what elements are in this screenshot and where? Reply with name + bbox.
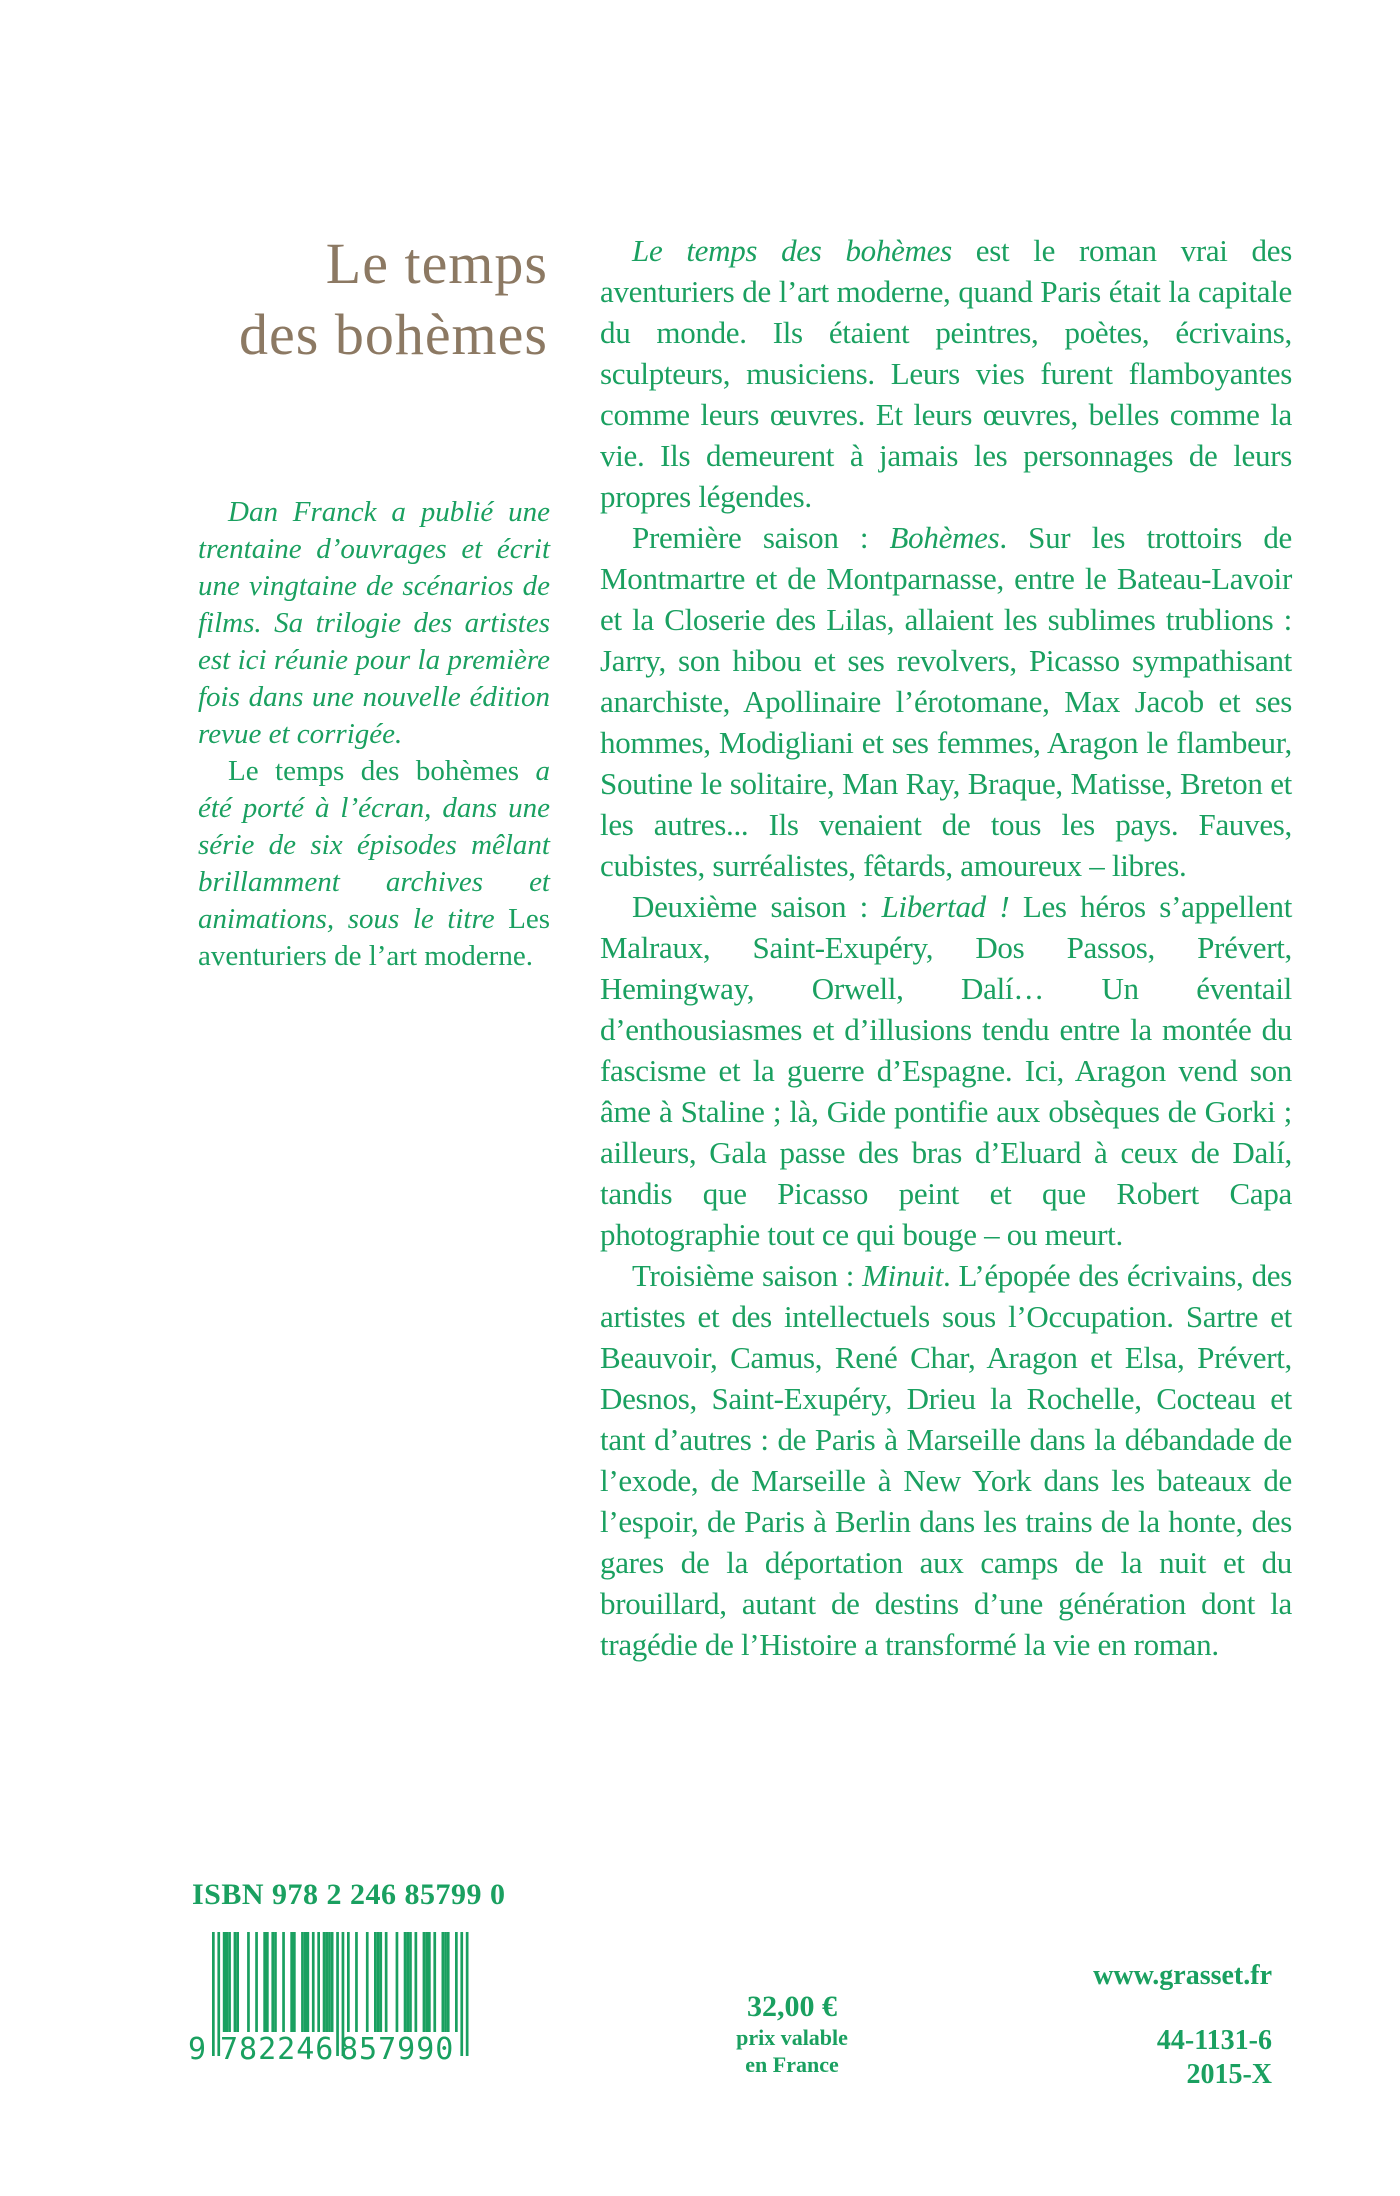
text-run: Bohèmes <box>889 520 1000 555</box>
book-title <box>28 228 548 370</box>
book-title-line-1: Le temps <box>325 231 548 296</box>
text-run: Les héros s’appellent Malraux, Saint-Exupéry, Dos Passos, Prévert, Hemingway, Orwell, Dalí… Un éventail d’enthousiasmes et d’illusions tendu entre la montée du fascisme et la guerre d’Espagne. Ici, Aragon vend son âme à Staline ; là, Gide pontifie aux obsèques de Gorki ; ailleurs, Gala passe des bras d’Eluard à ceux de Dalí, tandis que Picasso peint et que Robert Capa photographie tout ce qui bouge – ou meurt. <box>600 889 1293 1252</box>
synopsis-column <box>600 230 1292 1665</box>
text-run: Minuit <box>862 1258 943 1293</box>
price-validity-line-2: en France <box>745 2052 839 2077</box>
text-run: Dan Franck a publié une trentaine d’ouvrages et écrit une vingtaine de scénarios de films. Sa trilogie des artistes est ici réunie pour la première fois dans une nouvelle édition revue et corrigée. <box>198 496 550 750</box>
barcode-digit-group-2: 857990 <box>340 2032 455 2067</box>
text-run: a été porté à l’écran, dans une série de six épisodes mêlant brillamment archives et animations, sous le titre <box>198 755 551 935</box>
text-run: . L’épopée des écrivains, des artistes et des intellectuels sous l’Occupation. Sartre et Beauvoir, Camus, René Char, Aragon et Elsa, Prévert, Desnos, Saint-Exupéry, Drieu la Rochelle, Cocteau et tant d’autres : de Paris à Marseille dans la débandade de l’exode, de Marseille à New York dans les bateaux de l’espoir, de Paris à Berlin dans les trains de la honte, des gares de la déportation aux camps de la nuit et du brouillard, autant de destins d’une génération dont la tragédie de l’Histoire a transformé la vie en roman. <box>600 1258 1292 1662</box>
paragraph <box>198 494 550 753</box>
isbn-label: ISBN 978 2 246 85799 0 <box>192 1878 506 1911</box>
print-code: 44-1131-6 <box>1156 2025 1272 2056</box>
edition-codes <box>1157 2024 1272 2092</box>
paragraph <box>198 753 550 975</box>
text-run: Les aventuriers de l’art moderne. <box>198 903 550 972</box>
text-run: Première saison : <box>632 520 890 555</box>
author-note-column <box>198 494 550 975</box>
text-run: Libertad ! <box>881 889 1010 924</box>
price-amount: 32,00 € <box>747 1990 837 2023</box>
text-run: . Sur les trottoirs de Montmartre et de Montparnasse, entre le Bateau-Lavoir et la Closerie des Lilas, allaient les sublimes trublions : Jarry, son hibou et ses revolvers, Picasso sympathisant anarchiste, Apollinaire l’érotomane, Max Jacob et ses hommes, Modigliani et ses femmes, Aragon le flambeur, Soutine le solitaire, Man Ray, Braque, Matisse, Breton et les autres... Ils venaient de tous les pays. Fauves, cubistes, surréalistes, fêtards, amoureux – libres. <box>600 520 1293 883</box>
ean13-barcode <box>188 1932 488 2092</box>
price-validity-line-1: prix valable <box>736 2025 848 2050</box>
edition-code: 2015-X <box>1186 2059 1272 2090</box>
price-block <box>672 1990 912 2078</box>
barcode-digit-left: 9 <box>188 2032 207 2067</box>
publisher-website: www.grasset.fr <box>1093 1960 1272 1991</box>
paragraph <box>600 1255 1292 1665</box>
barcode-digit-group-1: 782246 <box>220 2032 335 2067</box>
text-run: Le temps des bohèmes <box>228 755 520 787</box>
text-run: Troisième saison : <box>632 1258 863 1293</box>
book-title-line-2: des bohèmes <box>239 302 548 367</box>
paragraph <box>600 517 1292 886</box>
text-run: est le roman vrai des aventuriers de l’art moderne, quand Paris était la capitale du monde. Ils étaient peintres, poètes, écrivains, sculpteurs, musiciens. Leurs vies furent flamboyantes comme leurs œuvres. Et leurs œuvres, belles comme la vie. Ils demeurent à jamais les personnages de leurs propres légendes. <box>600 233 1292 514</box>
paragraph <box>600 886 1292 1255</box>
text-run: Deuxième saison : <box>632 889 882 924</box>
text-run: Le temps des bohèmes <box>632 233 952 268</box>
paragraph <box>600 230 1292 517</box>
